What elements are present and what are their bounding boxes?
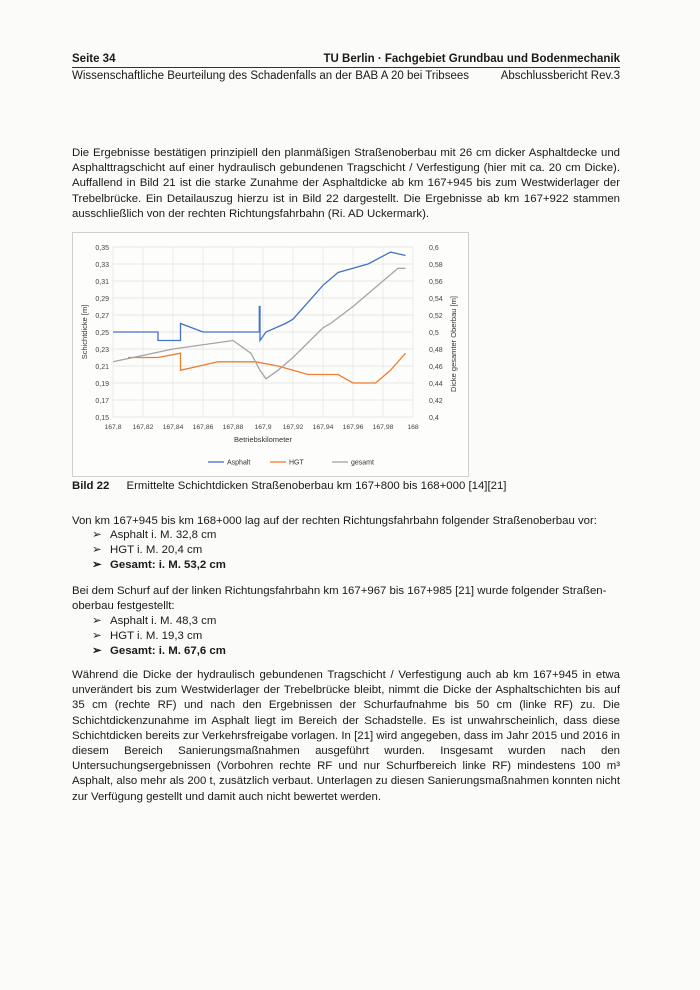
legend-label: gesamt — [351, 459, 374, 467]
list-item: ➢ HGT i. M. 20,4 cm — [92, 543, 226, 558]
y2-tick-label: 0,54 — [429, 296, 443, 303]
legend-label: Asphalt — [227, 459, 251, 467]
y-tick-label: 0,15 — [95, 415, 109, 422]
arrow-icon: ➢ — [92, 559, 102, 572]
y-tick-label: 0,17 — [95, 398, 109, 405]
y2-tick-label: 0,42 — [429, 398, 443, 405]
x-tick-label: 167,92 — [282, 424, 304, 431]
section1-list — [92, 528, 226, 574]
y-tick-label: 0,29 — [95, 296, 109, 303]
y-tick-label: 0,21 — [95, 364, 109, 371]
x-tick-label: 168 — [407, 424, 419, 431]
conclusion-paragraph: Während die Dicke der hydraulisch gebundenen Tragschicht / Verfestigung auch ab km 167+945 in etwa unverändert bis zum Westwiderlager der Trebelbrücke bleibt, nimmt die Dicke der Asphaltschichten bis auf 35 cm (rechte RF) und nach den Ergebnissen der Schurfaufnahme bis 50 cm (linke RF) zu. Die Schichtdickenzunahme im Asphalt liegt im Bereich der Schadstelle. Es ist unwahrscheinlich, dass diese Schichtdicken bereits zur Verkehrsfreigabe vorlagen. In [21] wird angegeben, dass im Jahr 2015 und 2016 in diesem Bereich Sanierungsmaßnahmen ausgeführt wurden. Insgesamt wurden nach den Untersuchungsergebnissen (Vorbohren rechte RF und nur Schurfbereich linke RF) mindestens 100 m³ Asphalt, also mehr als 200 t, zusätzlich verbaut. Unterlagen zu diesen Sanierungsmaßnahmen konnten nicht zur Verfügung gestellt und damit auch nicht bewertet werden. — [72, 669, 620, 803]
x-tick-label: 167,96 — [342, 424, 364, 431]
x-tick-label: 167,82 — [132, 424, 154, 431]
page-number: Seite 34 — [72, 53, 116, 65]
y-axis-label: Schichtdicke [m] — [80, 304, 89, 360]
list-item: ➢ Asphalt i. M. 48,3 cm — [92, 614, 226, 629]
y2-tick-label: 0,5 — [429, 330, 439, 337]
list-item: ➢ Asphalt i. M. 32,8 cm — [92, 528, 226, 543]
y2-tick-label: 0,56 — [429, 279, 443, 286]
y2-axis-label: Dicke gesamter Oberbau [m] — [449, 296, 458, 392]
y-tick-label: 0,33 — [95, 262, 109, 269]
y2-tick-label: 0,58 — [429, 262, 443, 269]
list-item-total: ➢ Gesamt: i. M. 53,2 cm — [92, 558, 226, 573]
thickness-chart — [73, 233, 468, 476]
arrow-icon: ➢ — [92, 544, 102, 557]
report-subtitle: Wissenschaftliche Beurteilung des Schadenfalls an der BAB A 20 bei Tribsees — [72, 70, 469, 82]
section1-intro: Von km 167+945 bis km 168+000 lag auf der rechten Richtungsfahrbahn folgender Straßenoberbau vor: — [72, 515, 597, 527]
header-divider — [72, 67, 620, 68]
section2-intro: Bei dem Schurf auf der linken Richtungsfahrbahn km 167+967 bis 167+985 [21] wurde folgender Straßen-oberbau festgestellt: — [72, 585, 607, 613]
y-tick-label: 0,31 — [95, 279, 109, 286]
legend-label: HGT — [289, 459, 304, 467]
caption-label: Bild 22 — [72, 480, 110, 492]
y2-tick-label: 0,44 — [429, 381, 443, 388]
page-header — [72, 53, 620, 65]
list-item-total: ➢ Gesamt: i. M. 67,6 cm — [92, 644, 226, 659]
intro-paragraph: Die Ergebnisse bestätigen prinzipiell den planmäßigen Straßenoberbau mit 26 cm dicker Asphaltdecke und Asphalttragschicht auf einer hydraulisch gebundenen Tragschicht / Verfestigung (hier mit ca. 20 cm Dicke). Auffallend in Bild 21 ist die starke Zunahme der Asphaltdicke ab km 167+945 bis zum Westwiderlager der Trebelbrücke. Ein Detailauszug hierzu ist in Bild 22 dargestellt. Die Ergebnisse ab km 167+922 stammen ausschließlich von der rechten Richtungsfahrbahn (Ri. AD Uckermark). — [72, 147, 620, 220]
y2-tick-label: 0,4 — [429, 415, 439, 422]
list-item: ➢ HGT i. M. 19,3 cm — [92, 629, 226, 644]
x-tick-label: 167,88 — [222, 424, 244, 431]
x-axis-label: Betriebskilometer — [234, 435, 292, 444]
x-tick-label: 167,84 — [162, 424, 184, 431]
arrow-icon: ➢ — [92, 615, 102, 627]
x-tick-label: 167,9 — [254, 424, 272, 431]
y2-tick-label: 0,48 — [429, 347, 443, 354]
y2-tick-label: 0,46 — [429, 364, 443, 371]
arrow-icon: ➢ — [92, 529, 102, 541]
y2-tick-label: 0,52 — [429, 313, 443, 320]
arrow-icon: ➢ — [92, 645, 102, 658]
section2-list — [92, 614, 226, 660]
y-tick-label: 0,19 — [95, 381, 109, 388]
series-line-asphalt — [113, 252, 406, 340]
figure-caption — [72, 480, 506, 492]
y2-tick-label: 0,6 — [429, 245, 439, 252]
report-revision: Abschlussbericht Rev.3 — [500, 70, 620, 82]
x-tick-label: 167,94 — [312, 424, 334, 431]
x-tick-label: 167,98 — [372, 424, 394, 431]
institution: TU Berlin · Fachgebiet Grundbau und Bodenmechanik — [323, 53, 620, 65]
arrow-icon: ➢ — [92, 630, 102, 643]
page-subheader — [72, 70, 620, 82]
x-tick-label: 167,8 — [104, 424, 122, 431]
y-tick-label: 0,35 — [95, 245, 109, 252]
x-tick-label: 167,86 — [192, 424, 214, 431]
y-tick-label: 0,27 — [95, 313, 109, 320]
figure-chart — [72, 232, 469, 477]
y-tick-label: 0,25 — [95, 330, 109, 337]
y-tick-label: 0,23 — [95, 347, 109, 354]
caption-text: Ermittelte Schichtdicken Straßenoberbau km 167+800 bis 168+000 [14][21] — [126, 480, 507, 492]
